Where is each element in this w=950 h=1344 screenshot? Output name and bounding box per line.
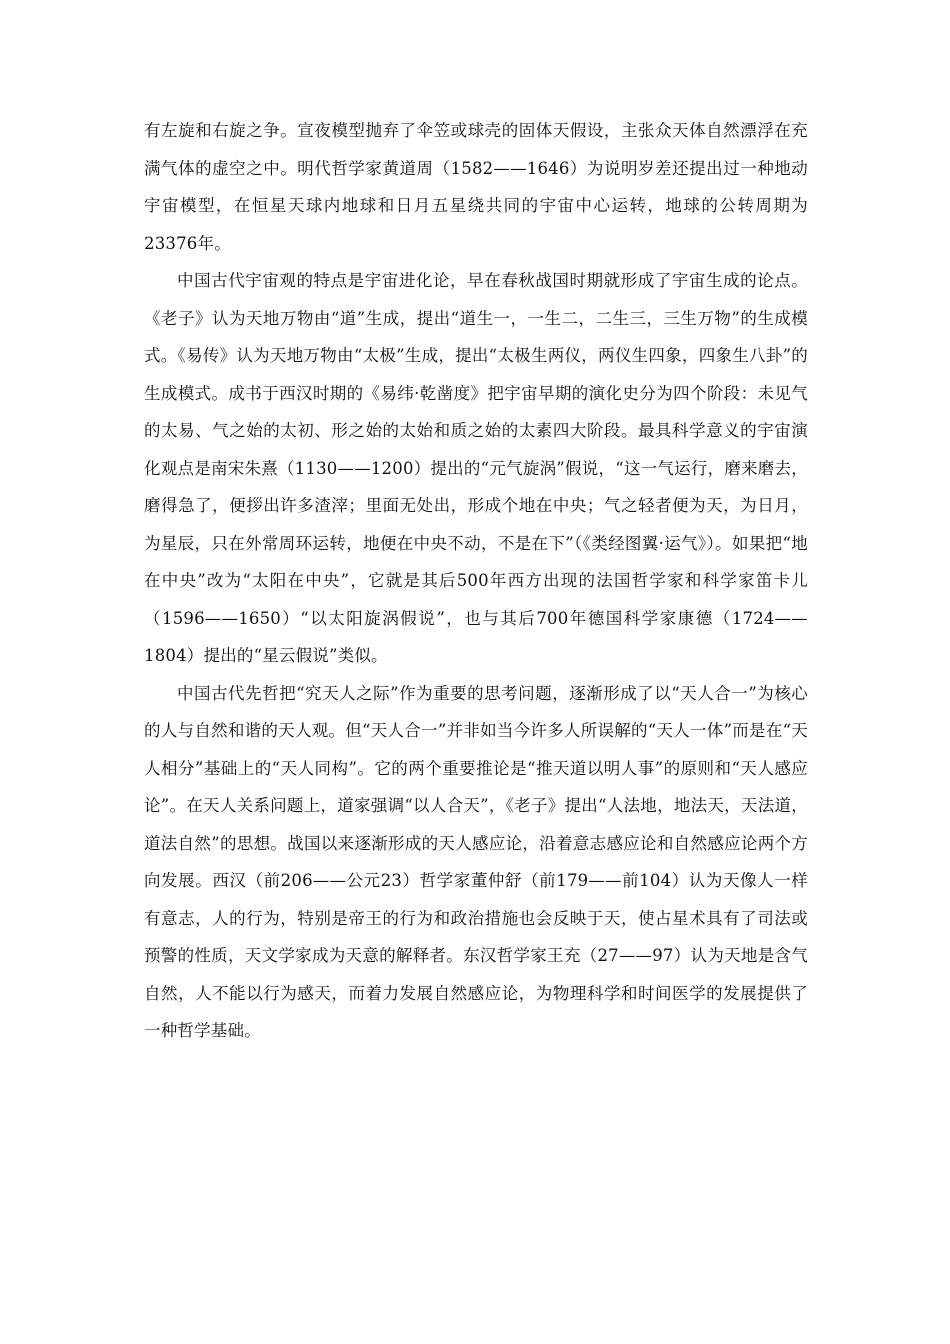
paragraph-continuation: 有左旋和右旋之争。宣夜模型抛弃了伞笠或球壳的固体天假设，主张众天体自然漂浮在充满气体的虚空之中。明代哲学家黄道周（1582——1646）为说明岁差还提出过一种地动宇宙模型，在恒星天球内地球和日月五星绕共同的宇宙中心运转，地球的公转周期为23376年。 — [144, 121, 808, 253]
paragraph-heaven-human-relation: 中国古代先哲把“究天人之际”作为重要的思考问题，逐渐形成了以“天人合一”为核心的人与自然和谐的天人观。但“天人合一”并非如当今许多人所误解的“天人一体”而是在“天人相分”基础上的“天人同构”。它的两个重要推论是“推天道以明人事”的原则和“天人感应论”。在天人关系问题上，道家强调“以人合天”，《老子》提出“人法地，地法天，天法道，道法自然”的思想。战国以来逐渐形成的天人感应论，沿着意志感应论和自然感应论两个方向发展。西汉（前206——公元23）哲学家董仲舒（前179——前104）认为天像人一样有意志，人的行为，特别是帝王的行为和政治措施也会反映于天，使占星术具有了司法或预警的性质，天文学家成为天意的解释者。东汉哲学家王充（27——97）认为天地是含气自然，人不能以行为感天，而着力发展自然感应论，为物理科学和时间医学的发展提供了一种哲学基础。 — [144, 683, 808, 1040]
paragraph-cosmic-evolution: 中国古代宇宙观的特点是宇宙进化论，早在春秋战国时期就形成了宇宙生成的论点。《老子》认为天地万物由“道”生成，提出“道生一，一生二，二生三，三生万物”的生成模式。《易传》认为天地万物由“太极”生成，提出“太极生两仪，两仪生四象，四象生八卦”的生成模式。成书于西汉时期的《易纬·乾凿度》把宇宙早期的演化史分为四个阶段：未见气的太易、气之始的太初、形之始的太始和质之始的太素四大阶段。最具科学意义的宇宙演化观点是南宋朱熹（1130——1200）提出的“元气旋涡”假说，“这一气运行，磨来磨去，磨得急了，便拶出许多渣滓；里面无处出，形成个地在中央；气之轻者便为天，为日月，为星辰，只在外常周环运转，地便在中央不动，不是在下”（《类经图翼·运气》）。如果把“地在中央”改为“太阳在中央”，它就是其后500年西方出现的法国哲学家和科学家笛卡儿（1596——1650）“以太阳旋涡假说”，也与其后700年德国科学家康德（1724——1804）提出的“星云假说”类似。 — [144, 271, 808, 665]
document-body — [144, 112, 808, 1050]
